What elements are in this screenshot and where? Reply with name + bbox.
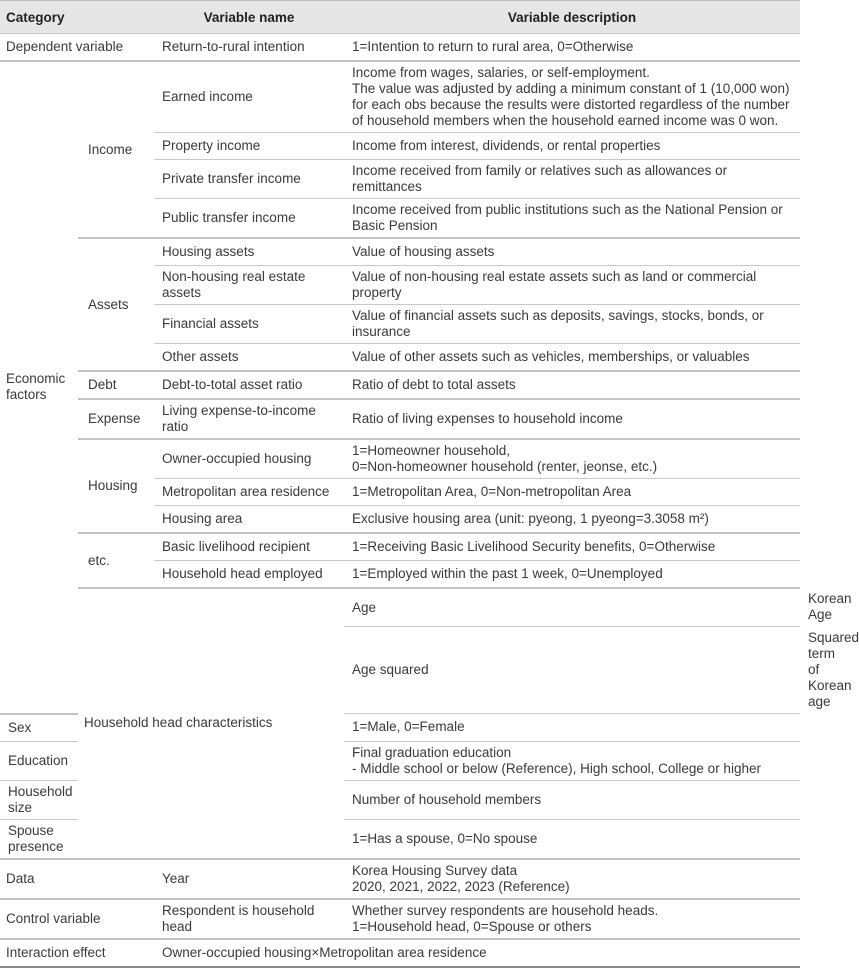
table-row: Age squared Squared term of Korean age: [0, 627, 800, 714]
variable-name: Owner-occupied housing: [154, 439, 344, 479]
header-variable-name: Variable name: [154, 1, 344, 34]
category-cell: Control variable: [0, 899, 154, 939]
variable-name: Other assets: [154, 344, 344, 372]
variable-name: Sex: [0, 714, 78, 742]
variable-description: 1=Employed within the past 1 week, 0=Unemployed: [344, 561, 800, 589]
variable-description: 1=Intention to return to rural area, 0=Otherwise: [344, 34, 800, 62]
variable-name: Spouse presence: [0, 819, 78, 859]
variable-description: Korea Housing Survey data 2020, 2021, 2022, 2023 (Reference): [344, 859, 800, 899]
table-row: [0, 399, 800, 439]
variable-description: 1=Receiving Basic Livelihood Security benefits, 0=Otherwise: [344, 533, 800, 561]
variable-description: Income from interest, dividends, or rental properties: [344, 133, 800, 160]
variable-description: Income received from public institutions such as the National Pension or Basic Pension: [344, 199, 800, 239]
table-row: [0, 238, 800, 266]
variable-description: Income from wages, salaries, or self-employment. The value was adjusted by adding a minimum constant of 1 (10,000 won) for each obs because the results were distorted regardless of the number of household members when the household earned income was 0 won.: [344, 61, 800, 133]
variable-name: Public transfer income: [154, 199, 344, 239]
variable-description: Ratio of debt to total assets: [344, 371, 800, 399]
variable-name: Financial assets: [154, 305, 344, 344]
table-row: [0, 859, 800, 899]
variable-name: Housing area: [154, 506, 344, 534]
subcategory-cell: etc.: [78, 533, 154, 588]
table-row: [0, 939, 800, 967]
variable-name: Non-housing real estate assets: [154, 266, 344, 305]
table-row: [0, 371, 800, 399]
category-cell: Data: [0, 859, 154, 899]
variable-description: 1=Has a spouse, 0=No spouse: [344, 819, 800, 859]
variable-description: Owner-occupied housing×Metropolitan area residence: [154, 939, 800, 967]
variable-name: Housing assets: [154, 238, 344, 266]
subcategory-cell: Income: [78, 61, 154, 238]
variable-name: Private transfer income: [154, 160, 344, 199]
variable-name: Living expense-to-income ratio: [154, 399, 344, 439]
variable-name: Age squared: [344, 627, 800, 714]
table-row: [0, 61, 800, 133]
variable-description: Income received from family or relatives such as allowances or remittances: [344, 160, 800, 199]
subcategory-cell: Expense: [78, 399, 154, 439]
header-row: [0, 1, 800, 34]
variable-name: Respondent is household head: [154, 899, 344, 939]
table-row: [0, 439, 800, 479]
subcategory-cell: Debt: [78, 371, 154, 399]
table-row: [0, 533, 800, 561]
category-cell: Household head characteristics: [78, 588, 344, 859]
variable-description: Value of housing assets: [344, 238, 800, 266]
subcategory-cell: Housing: [78, 439, 154, 533]
variable-name: Household size: [0, 780, 78, 819]
variable-description: Value of non-housing real estate assets such as land or commercial property: [344, 266, 800, 305]
category-cell: Interaction effect: [0, 939, 154, 967]
variable-description: 1=Metropolitan Area, 0=Non-metropolitan Area: [344, 479, 800, 506]
variable-description: Ratio of living expenses to household income: [344, 399, 800, 439]
variable-name: Basic livelihood recipient: [154, 533, 344, 561]
table-row: Household head characteristics Age Korean Age: [0, 588, 800, 627]
category-cell: Dependent variable: [0, 34, 154, 62]
variable-description: Value of financial assets such as deposits, savings, stocks, bonds, or insurance: [344, 305, 800, 344]
variable-name: Education: [0, 741, 78, 780]
subcategory-cell: Assets: [78, 238, 154, 371]
variable-name: Metropolitan area residence: [154, 479, 344, 506]
variable-name: Property income: [154, 133, 344, 160]
variable-description: 1=Homeowner household, 0=Non-homeowner household (renter, jeonse, etc.): [344, 439, 800, 479]
variable-description: Final graduation education - Middle school or below (Reference), High school, College or higher: [344, 741, 800, 780]
variable-name: Debt-to-total asset ratio: [154, 371, 344, 399]
variable-description: Whether survey respondents are household heads. 1=Household head, 0=Spouse or others: [344, 899, 800, 939]
table-row: [0, 899, 800, 939]
header-variable-description: Variable description: [344, 1, 800, 34]
variable-name: Household head employed: [154, 561, 344, 589]
variable-name: Return-to-rural intention: [154, 34, 344, 62]
category-cell: Economic factors: [0, 61, 78, 714]
variable-description: Exclusive housing area (unit: pyeong, 1 pyeong=3.3058 m²): [344, 506, 800, 534]
variable-description: Number of household members: [344, 780, 800, 819]
table-row: [0, 34, 800, 62]
variable-name: Age: [344, 588, 800, 627]
variable-name: Year: [154, 859, 344, 899]
variable-description: 1=Male, 0=Female: [344, 714, 800, 742]
header-category: Category: [0, 1, 154, 34]
variable-name: Earned income: [154, 61, 344, 133]
variable-description: Value of other assets such as vehicles, memberships, or valuables: [344, 344, 800, 372]
